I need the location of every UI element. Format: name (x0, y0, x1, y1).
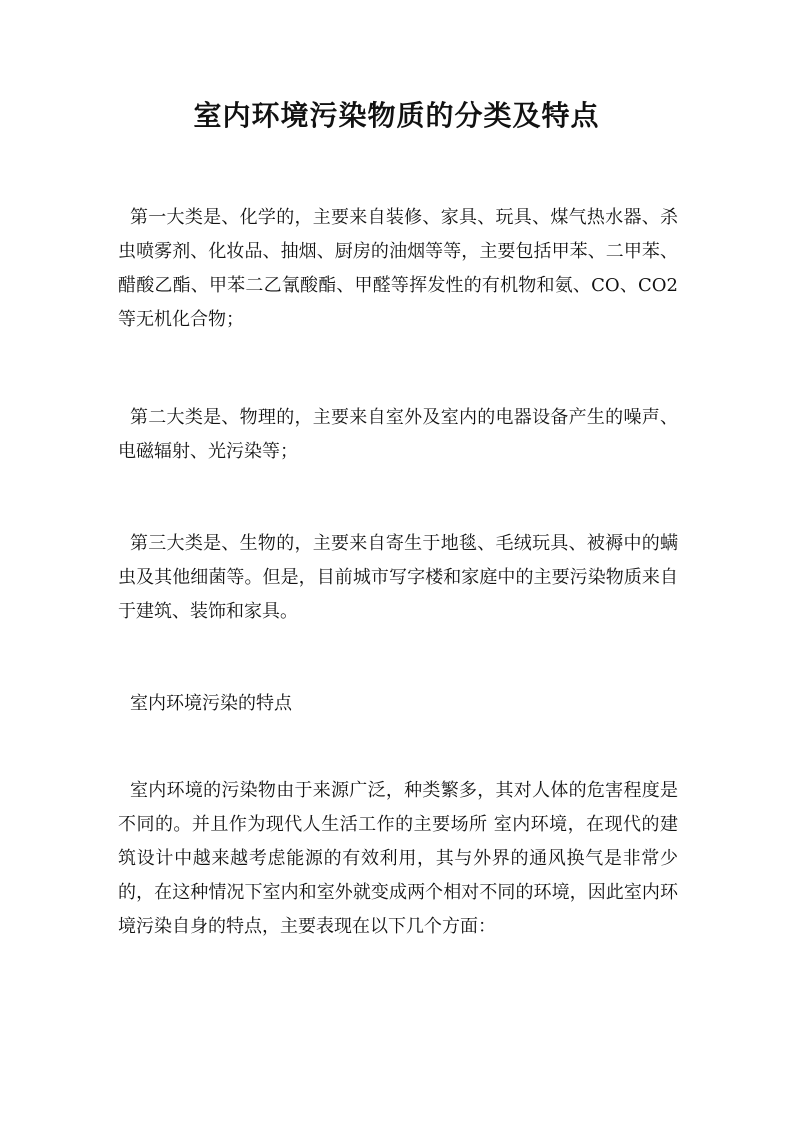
paragraph-characteristics: 室内环境的污染物由于来源广泛，种类繁多，其对人体的危害程度是不同的。并且作为现代人生活工作的主要场所 室内环境，在现代的建筑设计中越来越考虑能源的有效利用，其与外界的通风换气是非常少的，在这种情况下室内和室外就变成两个相对不同的环境，因此室内环境污染自身的特点，主要表现在以下几个方面： (118, 780, 678, 937)
paragraph-physical: 第二大类是、物理的，主要来自室外及室内的电器设备产生的噪声、电磁辐射、光污染等； (118, 407, 678, 462)
section-heading: 室内环境污染的特点 (130, 693, 292, 714)
paragraph-biological: 第三大类是、生物的，主要来自寄生于地毯、毛绒玩具、被褥中的螨虫及其他细菌等。但是，目前城市写字楼和家庭中的主要污染物质来自于建筑、装饰和家具。 (118, 533, 678, 622)
document-title: 室内环境污染物质的分类及特点 (193, 99, 600, 132)
paragraph-chemical: 第一大类是、化学的，主要来自装修、家具、玩具、煤气热水器、杀虫喷雾剂、化妆品、抽烟、厨房的油烟等等，主要包括甲苯、二甲苯、醋酸乙酯、甲苯二乙氰酸酯、甲醛等挥发性的有机物和氨、CO、CO2等无机化合物； (118, 207, 678, 330)
